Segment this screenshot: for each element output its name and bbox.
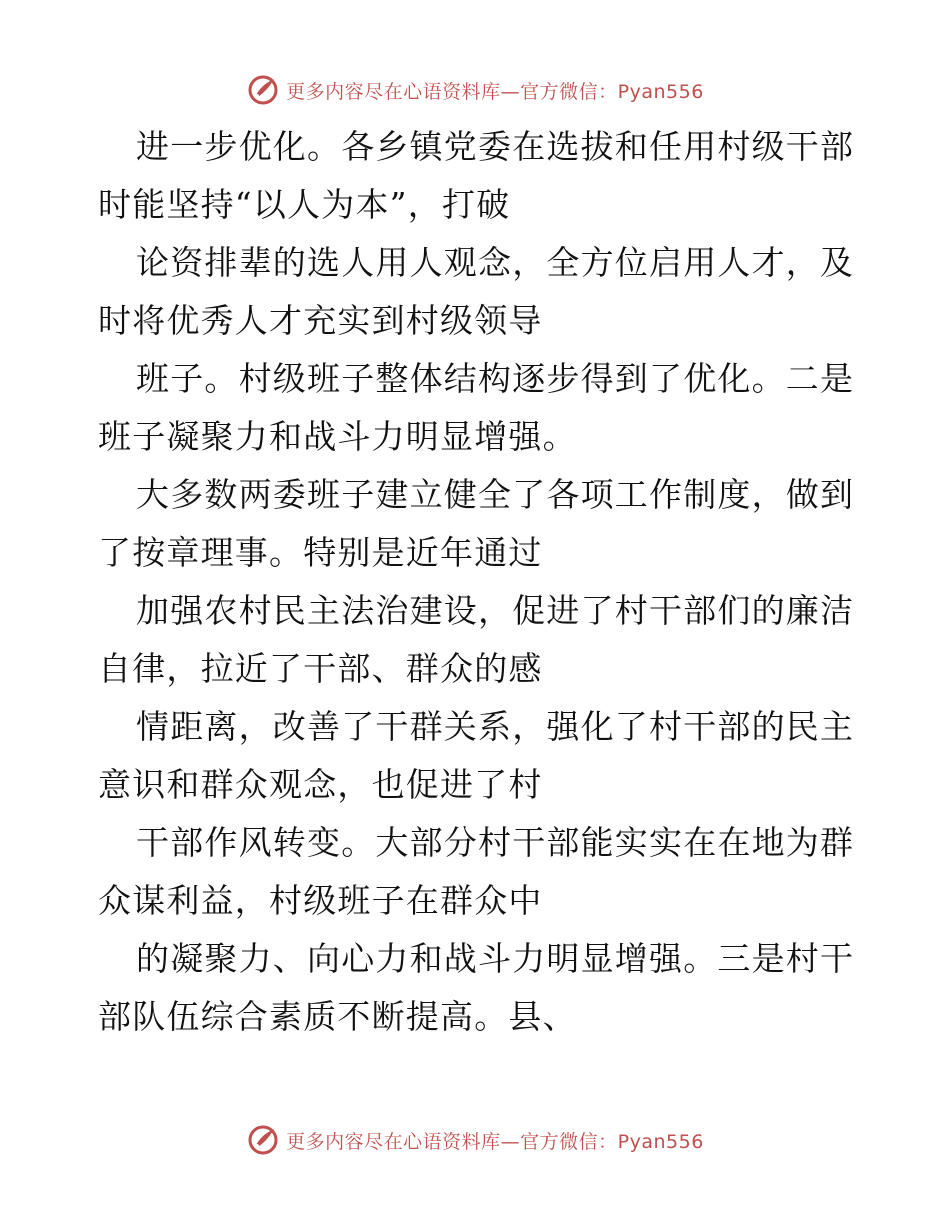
body-line: 情距离，改善了干群关系，强化了村干部的民主	[136, 707, 855, 746]
body-line: 部队伍综合素质不断提高。县、	[98, 997, 577, 1036]
body-line: 进一步优化。各乡镇党委在选拔和任用村级干部	[136, 127, 855, 166]
watermark-id: Pyan556	[617, 80, 704, 103]
body-line: 干部作风转变。大部分村干部能实实在在地为群	[136, 823, 855, 862]
logo-icon	[246, 1123, 280, 1157]
body-line: 意识和群众观念，也促进了村	[98, 765, 543, 804]
header-watermark	[0, 70, 950, 110]
body-line: 自律，拉近了干部、群众的感	[98, 649, 543, 688]
body-line: 加强农村民主法治建设，促进了村干部们的廉洁	[136, 591, 855, 630]
body-line: 时能坚持“以人为本”，打破	[98, 185, 511, 224]
logo-icon	[246, 73, 280, 107]
watermark-label	[286, 77, 704, 104]
watermark-text: 更多内容尽在心语资料库—官方微信：	[286, 80, 618, 103]
document-body	[98, 118, 858, 1046]
body-line: 论资排辈的选人用人观念，全方位启用人才，及	[136, 243, 855, 282]
body-line: 的凝聚力、向心力和战斗力明显增强。三是村干	[136, 939, 855, 978]
body-line: 班子凝聚力和战斗力明显增强。	[98, 417, 577, 456]
body-line: 大多数两委班子建立健全了各项工作制度，做到	[136, 475, 855, 514]
watermark-id: Pyan556	[617, 1130, 704, 1153]
body-line: 时将优秀人才充实到村级领导	[98, 301, 543, 340]
body-line: 众谋利益，村级班子在群众中	[98, 881, 543, 920]
watermark-label	[286, 1127, 704, 1154]
body-line: 班子。村级班子整体结构逐步得到了优化。二是	[136, 359, 855, 398]
watermark-text: 更多内容尽在心语资料库—官方微信：	[286, 1130, 618, 1153]
body-line: 了按章理事。特别是近年通过	[98, 533, 543, 572]
footer-watermark	[0, 1120, 950, 1160]
